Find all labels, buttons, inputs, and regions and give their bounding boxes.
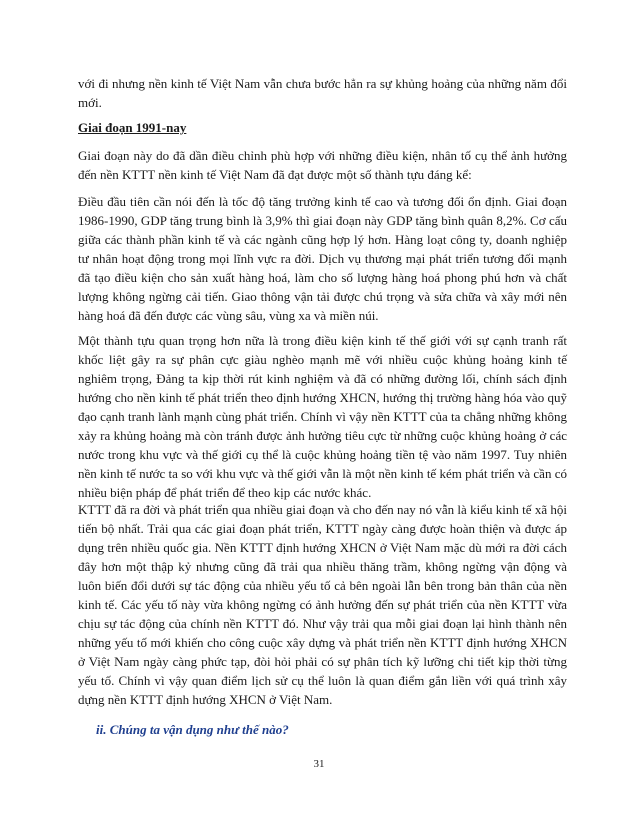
section-heading: Giai đoạn 1991-nay	[78, 120, 187, 135]
paragraph: Điều đầu tiên cần nói đến là tốc độ tăng trưởng kinh tế cao và tương đối ổn định. Giai đoạn 1986-1990, GDP tăng trung bình là 3,9% thì giai đoạn này GDP tăng bình quân 8,2%. Cơ cấu giữa các thành phần kinh tế và các ngành cũng hợp lý hơn. Hàng loạt công ty, doanh nghiệp tư nhân hoạt động trong mọi lĩnh vực ra đời. Dịch vụ thương mại phát triển tương đối mạnh đã tạo điều kiện cho sản xuất hàng hoá, làm cho số lượng hàng hoá phong phú hơn và chất lượng không ngừng cải tiến. Giao thông vận tải được chú trọng và sửa chữa và xây mới nên hàng hoá đã đến được các vùng sâu, vùng xa và miền núi.	[78, 194, 567, 323]
subsection-heading: ii. Chúng ta vận dụng như thế nào?	[96, 722, 289, 737]
paragraph: KTTT đã ra đời và phát triển qua nhiều giai đoạn và cho đến nay nó vẫn là kiểu kinh tế xã hội tiến bộ nhất. Trải qua các giai đoạn phát triển, KTTT ngày càng được hoàn thiện và được áp dụng trên nhiều quốc gia. Nền KTTT định hướng XHCN ở Việt Nam mặc dù mới ra đời cách đây hơn một thập kỷ nhưng cũng đã trải qua nhiều thăng trầm, không ngừng vận động và luôn biến đổi dưới sự tác động của nhiều yếu tố cả bên ngoài lẫn bên trong bản thân của nền kinh tế. Các yếu tố này vừa không ngừng có ảnh hưởng đến sự phát triển của nền KTTT vừa chịu sự tác động của chính nền KTTT đó. Như vậy trải qua mỗi giai đoạn lại hình thành nên những yếu tố mới khiến cho công cuộc xây dựng và phát triển nền KTTT định hướng XHCN ở Việt Nam ngày càng phức tạp, đòi hỏi phải có sự phân tích kỹ lưỡng chi tiết kịp thời từng yếu tố. Chính vì vậy quan điểm lịch sử cụ thể luôn là quan điểm gắn liền với quá trình xây dựng nền KTTT định hướng XHCN ở Việt Nam.	[78, 502, 567, 707]
paragraph: Một thành tựu quan trọng hơn nữa là trong điều kiện kinh tế thế giới với sự cạnh tranh rất khốc liệt gây ra sự phân cực giàu nghèo mạnh mẽ với nhiều cuộc khủng hoảng kinh tế nghiêm trọng, Đảng ta kịp thời rút kinh nghiệm và đã có những đường lối, chính sách định hướng cho nền kinh tế phát triển theo định hướng XHCN, hướng thị trường hàng hóa vào quỹ đạo cạnh tranh lành mạnh cùng phát triển. Chính vì vậy nền KTTT của ta chẳng những không xảy ra khủng hoảng mà còn tránh được ảnh hưởng tiêu cực từ những cuộc khủng hoảng ở các nước trong khu vực và thế giới cụ thể là cuộc khủng hoảng tiền tệ vào năm 1997. Tuy nhiên nền kinh tế nước ta so với khu vực và thế giới vẫn là một nền kinh tế kém phát triển và cần có nhiều biện pháp để phát triển để theo kịp các nước khác.	[78, 333, 567, 500]
page-number: 31	[313, 758, 325, 770]
paragraph: với đi nhưng nền kinh tế Việt Nam vẫn chưa bước hẳn ra sự khủng hoảng của những năm đổi mới.	[78, 76, 567, 110]
paragraph: Giai đoạn này do đã dần điều chỉnh phù hợp với những điều kiện, nhân tố cụ thể ảnh hưởng đến nền KTTT nền kinh tế Việt Nam đã đạt được một số thành tựu đáng kể:	[78, 148, 567, 182]
